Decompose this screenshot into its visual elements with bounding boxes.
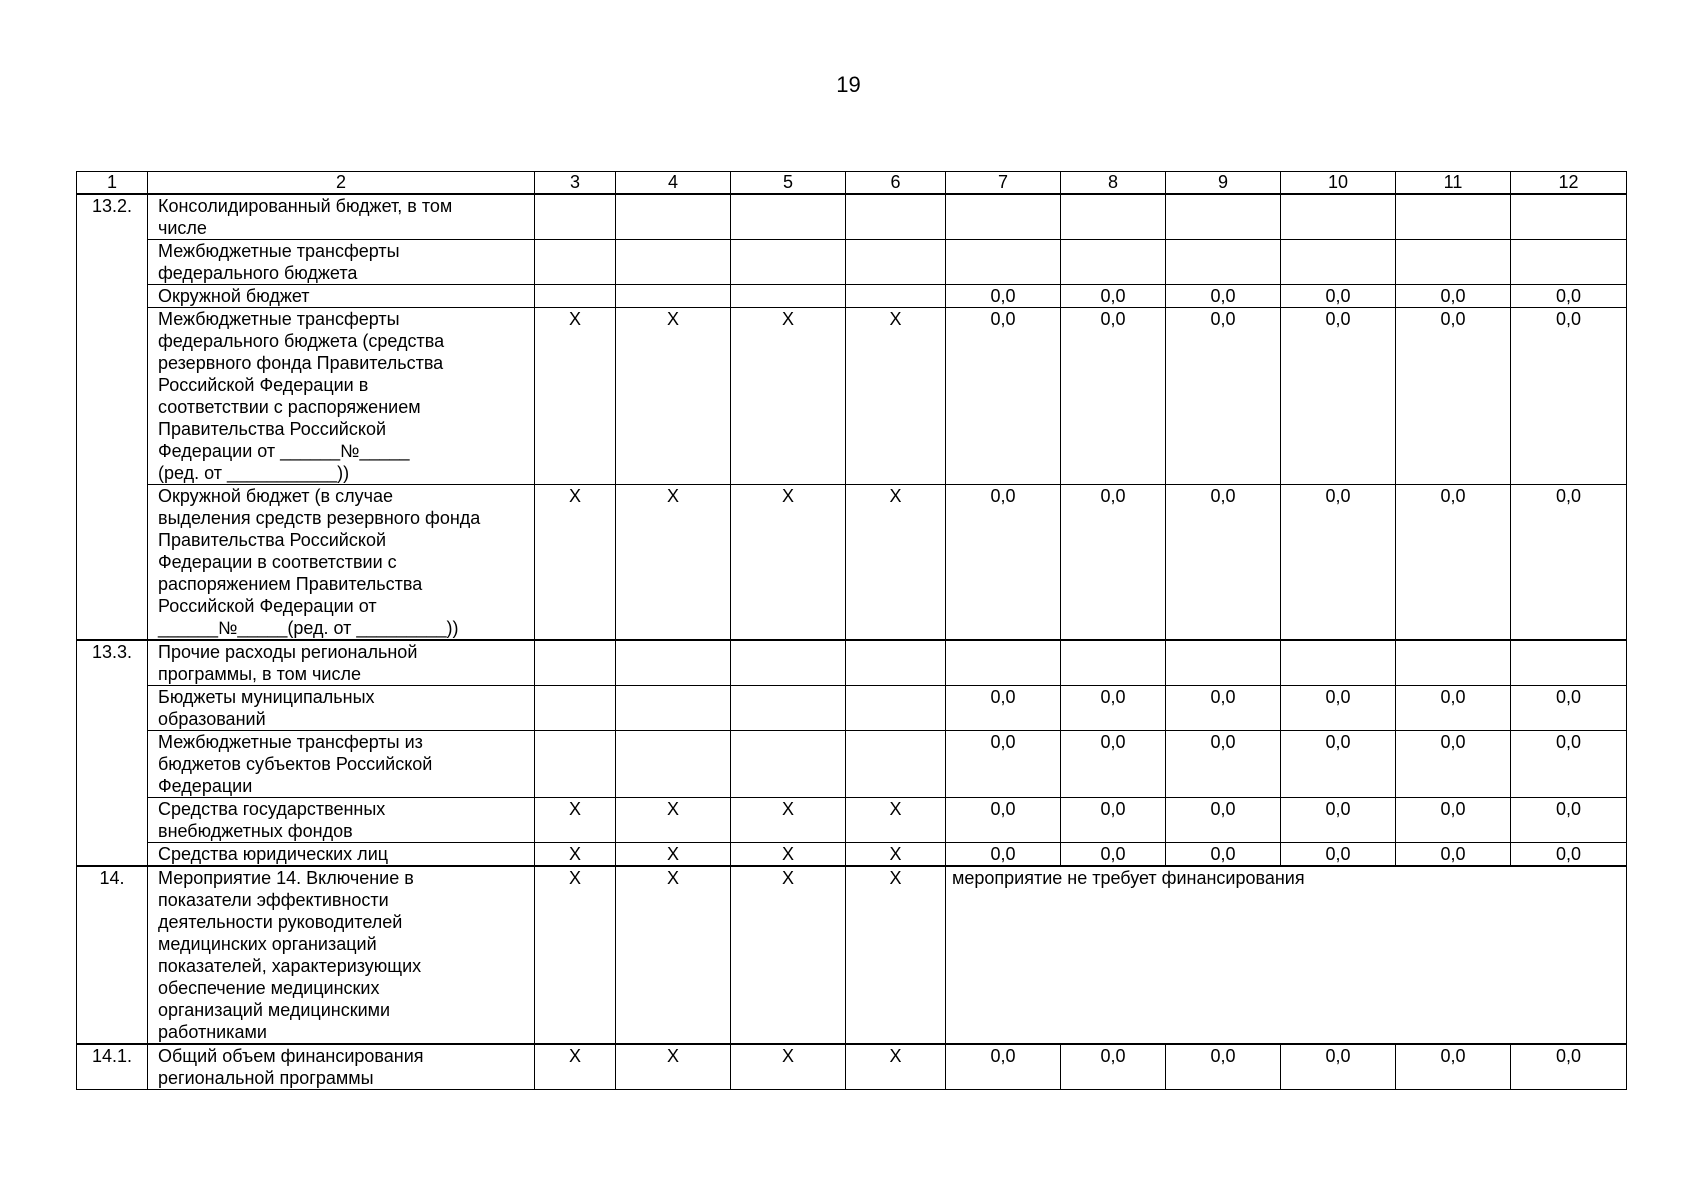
table-row — [77, 194, 1627, 240]
row-number — [77, 731, 148, 798]
value-cell — [535, 731, 616, 798]
value-cell — [731, 285, 846, 308]
value-cell: 0,0 — [1281, 798, 1396, 843]
row-label: Средства юридических лиц — [148, 843, 535, 867]
row-number: 14. — [77, 866, 148, 1044]
value-cell — [1511, 640, 1627, 686]
value-cell: Х — [535, 843, 616, 867]
value-cell — [846, 240, 946, 285]
value-cell: 0,0 — [1511, 485, 1627, 641]
row-label: Бюджеты муниципальных образований — [148, 686, 535, 731]
row-number: 13.2. — [77, 194, 148, 240]
value-cell: 0,0 — [1396, 843, 1511, 867]
header-row — [77, 172, 1627, 195]
table-row — [77, 798, 1627, 843]
row-label: Межбюджетные трансферты федерального бюджета (средства резервного фонда Правительства Российской Федерации в соответствии с распоряжением Правительства Российской Федерации от ______№_____ (ред. от ___________)) — [148, 308, 535, 485]
page-number: 19 — [836, 72, 861, 97]
value-cell: 0,0 — [1396, 1044, 1511, 1090]
value-cell — [846, 285, 946, 308]
value-cell: Х — [731, 866, 846, 1044]
value-cell — [616, 194, 731, 240]
row-number — [77, 798, 148, 843]
row-number — [77, 485, 148, 641]
value-cell: 0,0 — [946, 686, 1061, 731]
value-cell — [616, 640, 731, 686]
value-cell: 0,0 — [1511, 843, 1627, 867]
header-cell: 11 — [1396, 172, 1511, 195]
value-cell: 0,0 — [1281, 843, 1396, 867]
value-cell — [616, 731, 731, 798]
row-label: Прочие расходы региональной программы, в том числе — [148, 640, 535, 686]
value-cell: 0,0 — [1061, 285, 1166, 308]
value-cell: Х — [616, 798, 731, 843]
row-label: Консолидированный бюджет, в том числе — [148, 194, 535, 240]
table-row — [77, 240, 1627, 285]
header-cell: 9 — [1166, 172, 1281, 195]
row-label: Общий объем финансирования региональной программы — [148, 1044, 535, 1090]
value-cell: 0,0 — [1281, 308, 1396, 485]
value-cell: 0,0 — [1061, 798, 1166, 843]
value-cell: 0,0 — [1511, 686, 1627, 731]
value-cell — [535, 194, 616, 240]
value-cell: Х — [616, 866, 731, 1044]
value-cell: 0,0 — [1166, 1044, 1281, 1090]
table-row — [77, 308, 1627, 485]
value-cell: 0,0 — [1396, 686, 1511, 731]
value-cell — [731, 194, 846, 240]
value-cell — [1281, 194, 1396, 240]
value-cell — [1396, 640, 1511, 686]
row-label: Средства государственных внебюджетных фондов — [148, 798, 535, 843]
value-cell — [1281, 640, 1396, 686]
header-cell: 2 — [148, 172, 535, 195]
value-cell: Х — [535, 1044, 616, 1090]
value-cell — [846, 686, 946, 731]
table-row — [77, 1044, 1627, 1090]
header-cell: 8 — [1061, 172, 1166, 195]
value-cell: 0,0 — [1166, 308, 1281, 485]
table-row — [77, 731, 1627, 798]
header-cell: 4 — [616, 172, 731, 195]
value-cell: 0,0 — [1396, 798, 1511, 843]
value-cell: Х — [731, 798, 846, 843]
value-cell — [1396, 194, 1511, 240]
value-cell: 0,0 — [1061, 731, 1166, 798]
value-cell: Х — [616, 485, 731, 641]
value-cell — [946, 240, 1061, 285]
value-cell: Х — [535, 798, 616, 843]
value-cell: Х — [535, 866, 616, 1044]
header-cell: 12 — [1511, 172, 1627, 195]
value-cell — [1061, 194, 1166, 240]
value-cell — [535, 240, 616, 285]
row-label: Мероприятие 14. Включение в показатели эффективности деятельности руководителей медицинских организаций показателей, характеризующих обеспечение медицинских организаций медицинскими работниками — [148, 866, 535, 1044]
value-cell — [946, 194, 1061, 240]
financing-note: мероприятие не требует финансирования — [946, 866, 1627, 1044]
value-cell — [535, 285, 616, 308]
value-cell — [1511, 194, 1627, 240]
value-cell: 0,0 — [1281, 686, 1396, 731]
value-cell: 0,0 — [1511, 798, 1627, 843]
value-cell — [731, 240, 846, 285]
value-cell — [1166, 640, 1281, 686]
value-cell — [846, 640, 946, 686]
value-cell: 0,0 — [1511, 285, 1627, 308]
value-cell — [535, 686, 616, 731]
header-cell: 3 — [535, 172, 616, 195]
row-label: Межбюджетные трансферты из бюджетов субъектов Российской Федерации — [148, 731, 535, 798]
value-cell: Х — [731, 843, 846, 867]
value-cell: Х — [846, 485, 946, 641]
value-cell: 0,0 — [1061, 686, 1166, 731]
value-cell — [1166, 240, 1281, 285]
value-cell — [535, 640, 616, 686]
value-cell: 0,0 — [1396, 485, 1511, 641]
row-number — [77, 285, 148, 308]
value-cell: 0,0 — [1281, 485, 1396, 641]
value-cell — [846, 194, 946, 240]
value-cell — [846, 731, 946, 798]
value-cell: Х — [846, 308, 946, 485]
financing-table — [76, 171, 1627, 1090]
value-cell: 0,0 — [1511, 1044, 1627, 1090]
value-cell: 0,0 — [946, 308, 1061, 485]
value-cell — [731, 686, 846, 731]
value-cell: Х — [731, 1044, 846, 1090]
value-cell: 0,0 — [1166, 485, 1281, 641]
value-cell — [731, 640, 846, 686]
table-row — [77, 686, 1627, 731]
value-cell: Х — [535, 308, 616, 485]
value-cell: Х — [616, 1044, 731, 1090]
value-cell: Х — [846, 1044, 946, 1090]
value-cell: 0,0 — [1166, 731, 1281, 798]
value-cell: Х — [616, 308, 731, 485]
value-cell: 0,0 — [1061, 843, 1166, 867]
row-number — [77, 308, 148, 485]
value-cell: 0,0 — [1166, 686, 1281, 731]
value-cell — [1511, 240, 1627, 285]
row-label: Межбюджетные трансферты федерального бюджета — [148, 240, 535, 285]
value-cell: Х — [731, 308, 846, 485]
table-row — [77, 285, 1627, 308]
value-cell: 0,0 — [946, 1044, 1061, 1090]
table-row — [77, 866, 1627, 1044]
row-number — [77, 240, 148, 285]
value-cell — [1166, 194, 1281, 240]
table-row — [77, 485, 1627, 641]
header-cell: 5 — [731, 172, 846, 195]
value-cell: 0,0 — [946, 285, 1061, 308]
value-cell — [1396, 240, 1511, 285]
value-cell: 0,0 — [1061, 1044, 1166, 1090]
value-cell: 0,0 — [1281, 285, 1396, 308]
value-cell: 0,0 — [1511, 308, 1627, 485]
row-label: Окружной бюджет — [148, 285, 535, 308]
value-cell: Х — [731, 485, 846, 641]
header-cell: 10 — [1281, 172, 1396, 195]
value-cell: 0,0 — [1396, 285, 1511, 308]
row-label: Окружной бюджет (в случае выделения средств резервного фонда Правительства Российской Федерации в соответствии с распоряжением Правительства Российской Федерации от ______№_____(ред. от _________)) — [148, 485, 535, 641]
value-cell: Х — [846, 798, 946, 843]
value-cell: 0,0 — [1396, 308, 1511, 485]
table-row — [77, 640, 1627, 686]
value-cell: 0,0 — [1511, 731, 1627, 798]
value-cell: Х — [616, 843, 731, 867]
value-cell: Х — [846, 866, 946, 1044]
value-cell — [731, 731, 846, 798]
header-cell: 1 — [77, 172, 148, 195]
value-cell: 0,0 — [946, 731, 1061, 798]
header-cell: 7 — [946, 172, 1061, 195]
value-cell: 0,0 — [1061, 485, 1166, 641]
value-cell — [1061, 240, 1166, 285]
value-cell: 0,0 — [1166, 285, 1281, 308]
value-cell: 0,0 — [1166, 843, 1281, 867]
value-cell: Х — [535, 485, 616, 641]
value-cell — [1061, 640, 1166, 686]
header-cell: 6 — [846, 172, 946, 195]
value-cell: 0,0 — [1061, 308, 1166, 485]
value-cell — [946, 640, 1061, 686]
value-cell: Х — [846, 843, 946, 867]
value-cell: 0,0 — [946, 485, 1061, 641]
value-cell: 0,0 — [946, 843, 1061, 867]
row-number — [77, 843, 148, 867]
value-cell: 0,0 — [1396, 731, 1511, 798]
row-number: 14.1. — [77, 1044, 148, 1090]
row-number: 13.3. — [77, 640, 148, 686]
table-row — [77, 843, 1627, 867]
value-cell — [616, 240, 731, 285]
value-cell: 0,0 — [1166, 798, 1281, 843]
value-cell — [616, 285, 731, 308]
value-cell: 0,0 — [1281, 1044, 1396, 1090]
value-cell — [1281, 240, 1396, 285]
row-number — [77, 686, 148, 731]
value-cell: 0,0 — [1281, 731, 1396, 798]
value-cell — [616, 686, 731, 731]
value-cell: 0,0 — [946, 798, 1061, 843]
